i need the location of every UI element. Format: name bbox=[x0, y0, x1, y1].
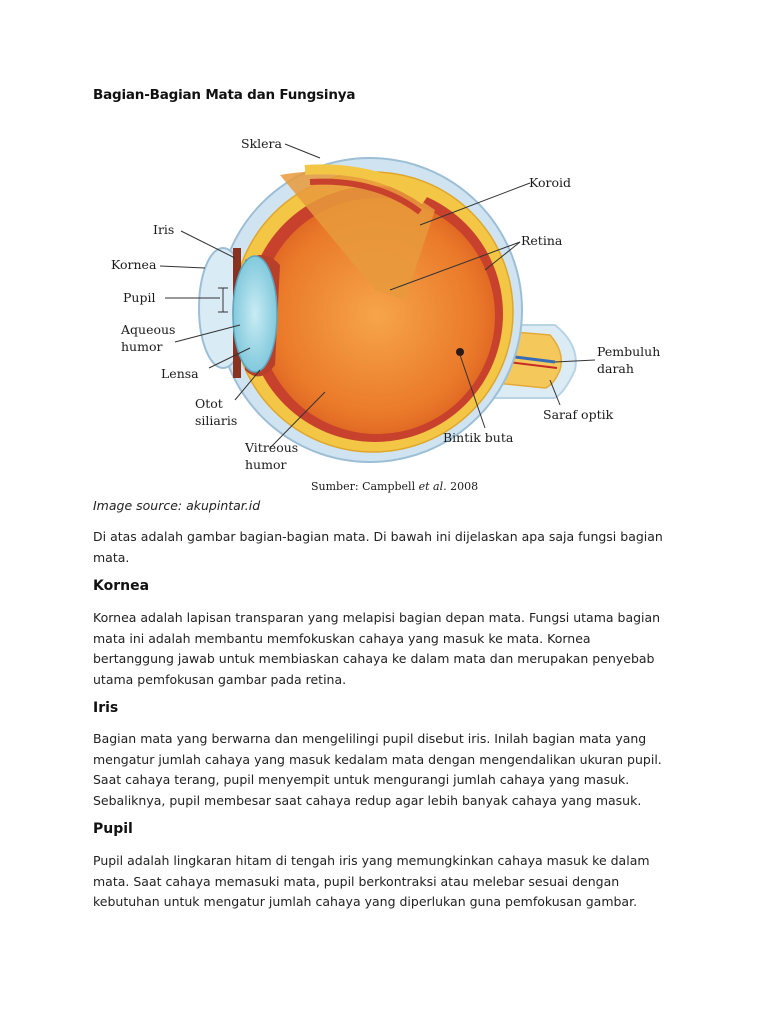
image-source: Image source: akupintar.id bbox=[93, 498, 261, 513]
blind-spot bbox=[456, 348, 464, 356]
label-koroid: Koroid bbox=[529, 175, 572, 190]
figure-caption: Sumber: Campbell et al. 2008 bbox=[311, 480, 479, 493]
label-iris: Iris bbox=[153, 222, 175, 237]
label-bintik-buta: Bintik buta bbox=[443, 430, 514, 445]
label-sklera: Sklera bbox=[241, 136, 282, 151]
label-pupil: Pupil bbox=[123, 290, 156, 305]
section-body-kornea: Kornea adalah lapisan transparan yang melapisi bagian depan mata. Fungsi utama bagian mata ini adalah membantu memfokuskan cahaya yang masuk ke mata. Kornea bertanggung jawab untuk membiaskan cahaya ke dalam mata dan merupakan penyebab utama pemfokusan gambar pada retina. bbox=[93, 610, 661, 687]
label-aqueous-2: humor bbox=[121, 339, 163, 354]
section-body-pupil: Pupil adalah lingkaran hitam di tengah iris yang memungkinkan cahaya masuk ke dalam mata. Saat cahaya memasuki mata, pupil berkontraksi atau melebar sesuai dengan kebutuhan untuk mengatur jumlah cahaya yang diperlukan guna pemfokusan gambar. bbox=[93, 853, 650, 909]
eye-diagram bbox=[105, 130, 670, 495]
page-title: Bagian-Bagian Mata dan Fungsinya bbox=[93, 87, 356, 103]
label-saraf-optik: Saraf optik bbox=[543, 407, 614, 422]
label-otot-1: Otot bbox=[195, 396, 223, 411]
label-pembuluh-1: Pembuluh bbox=[597, 344, 661, 359]
section-body-iris: Bagian mata yang berwarna dan mengelilingi pupil disebut iris. Inilah bagian mata yang mengatur jumlah cahaya yang masuk kedalam mata dengan mengendalikan ukuran pupil. Saat cahaya terang, pupil menyempit untuk mengurangi jumlah cahaya yang masuk. Sebaliknya, pupil membesar saat cahaya redup agar lebih banyak cahaya yang masuk. bbox=[93, 731, 662, 808]
label-vitreous-1: Vitreous bbox=[245, 440, 299, 455]
section-heading-pupil: Pupil bbox=[93, 821, 133, 837]
label-aqueous-1: Aqueous bbox=[121, 322, 176, 337]
lens bbox=[233, 256, 277, 372]
label-lensa: Lensa bbox=[161, 366, 199, 381]
label-retina: Retina bbox=[521, 233, 563, 248]
intro-paragraph: Di atas adalah gambar bagian-bagian mata. Di bawah ini dijelaskan apa saja fungsi bagian mata. bbox=[93, 529, 663, 565]
label-pembuluh-2: darah bbox=[597, 361, 634, 376]
section-heading-kornea: Kornea bbox=[93, 578, 150, 594]
label-vitreous-2: humor bbox=[245, 457, 287, 472]
label-otot-2: siliaris bbox=[195, 413, 238, 428]
label-kornea: Kornea bbox=[111, 257, 157, 272]
section-heading-iris: Iris bbox=[93, 700, 119, 716]
eye-anatomy-figure bbox=[105, 130, 670, 495]
